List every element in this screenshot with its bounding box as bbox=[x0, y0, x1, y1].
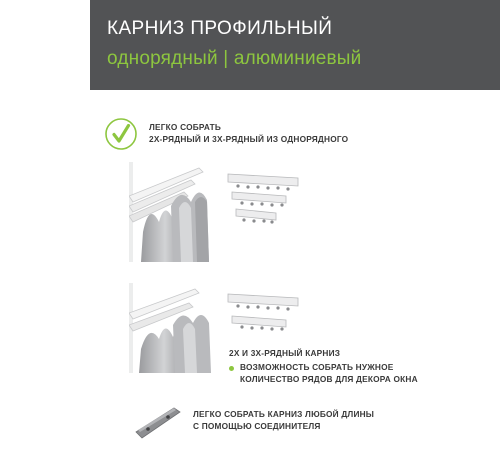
bullet-dot-icon bbox=[229, 366, 234, 371]
feature-3-line-2: С ПОМОЩЬЮ СОЕДИНИТЕЛЯ bbox=[193, 420, 321, 431]
feature-3-line-1: ЛЕГКО СОБРАТЬ КАРНИЗ ЛЮБОЙ ДЛИНЫ bbox=[193, 409, 375, 419]
feature-2-title: 2Х И 3Х-РЯДНЫЙ КАРНИЗ bbox=[229, 348, 341, 358]
check-icon bbox=[105, 118, 137, 150]
rail-profiles-illustration-1 bbox=[226, 170, 306, 232]
curtain-rail-illustration-1 bbox=[129, 162, 224, 262]
rail-profiles-illustration-2 bbox=[226, 290, 306, 336]
curtain-rail-illustration-2 bbox=[129, 283, 224, 373]
feature-1-line-2: 2Х-РЯДНЫЙ И 3Х-РЯДНЫЙ ИЗ ОДНОРЯДНОГО bbox=[149, 133, 349, 144]
page-subtitle: однорядный | алюминиевый bbox=[107, 48, 362, 69]
feature-1-text bbox=[149, 122, 348, 145]
feature-2-line-1: ВОЗМОЖНОСТЬ СОБРАТЬ НУЖНОЕ bbox=[240, 362, 394, 372]
connector-illustration bbox=[134, 402, 184, 442]
feature-2-line-2: КОЛИЧЕСТВО РЯДОВ ДЛЯ ДЕКОРА ОКНА bbox=[240, 373, 418, 384]
header-banner bbox=[90, 0, 500, 90]
feature-2-text bbox=[240, 362, 418, 385]
page-title: КАРНИЗ ПРОФИЛЬНЫЙ bbox=[107, 18, 333, 39]
feature-3-text bbox=[193, 409, 374, 432]
feature-1-line-1: ЛЕГКО СОБРАТЬ bbox=[149, 122, 222, 132]
